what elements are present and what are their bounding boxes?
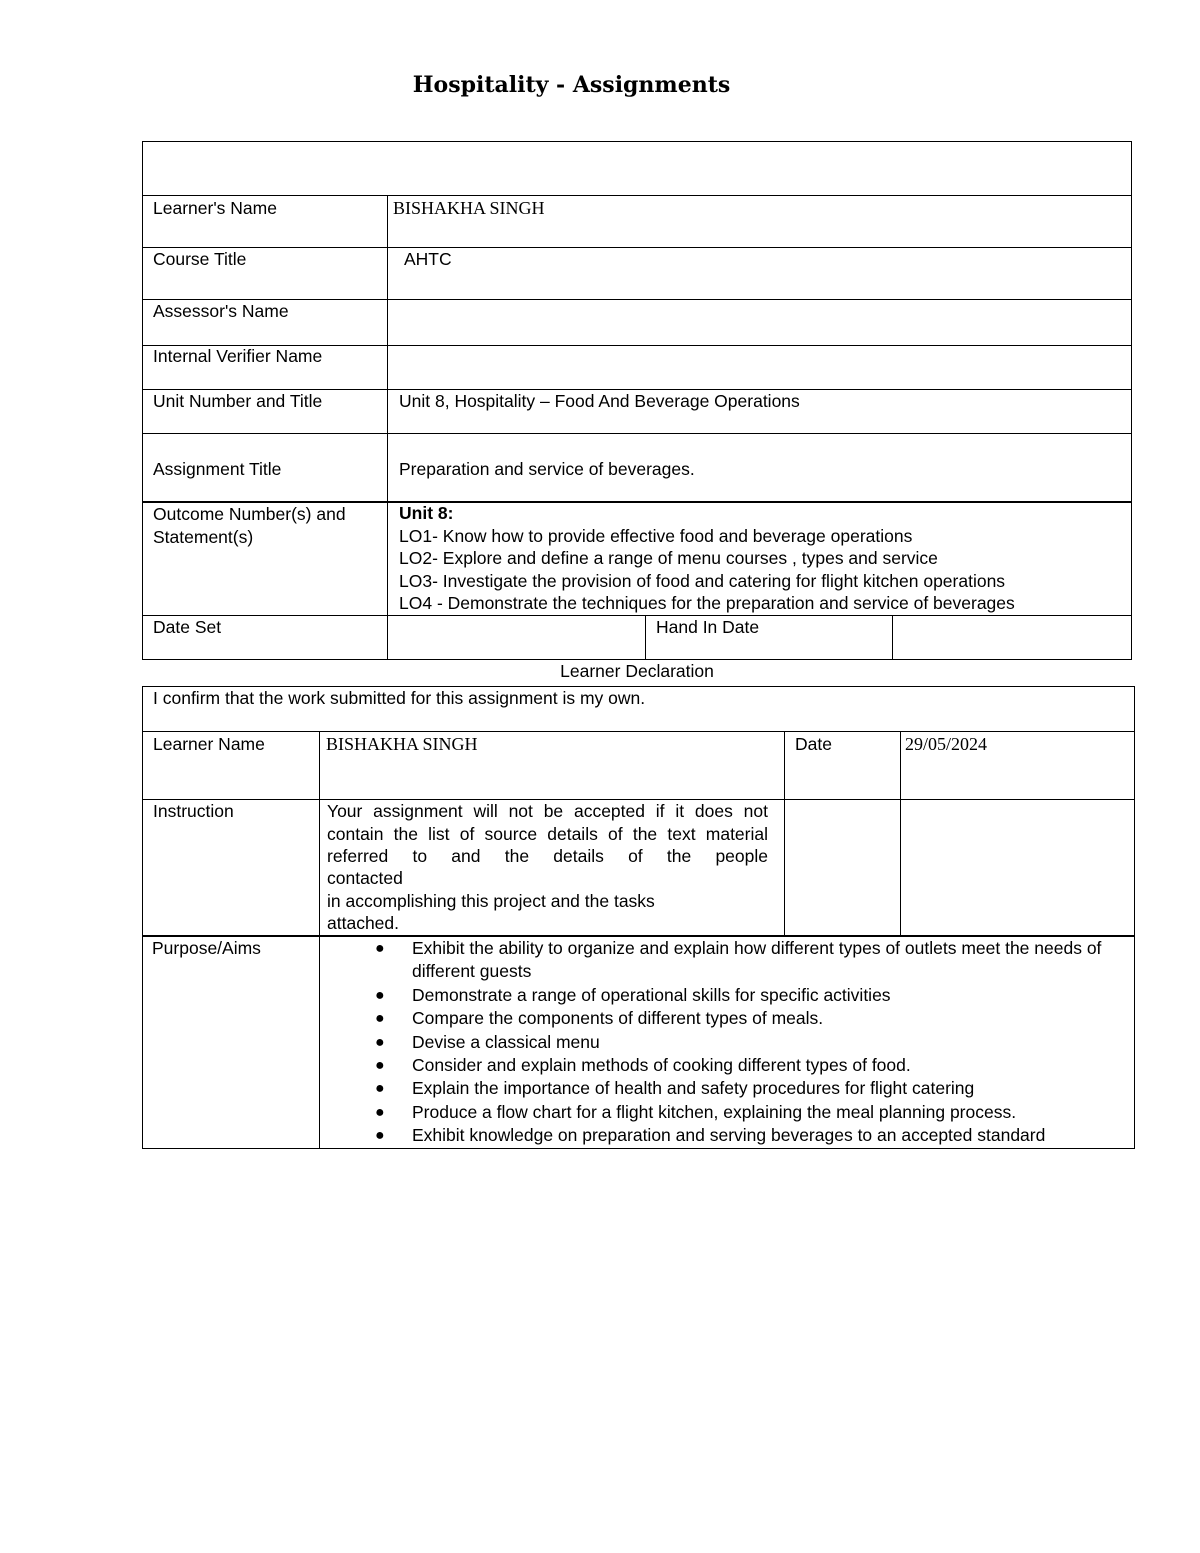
hand-in-date-label: Hand In Date [656, 617, 760, 637]
bullet-dot-icon: ● [375, 1080, 385, 1098]
learners-name-value: BISHAKHA SINGH [393, 198, 545, 218]
date-set-label: Date Set [153, 617, 222, 637]
list-item: ● Consider and explain methods of cooking different types of food. [320, 1054, 1135, 1077]
course-title-label: Course Title [153, 249, 247, 269]
bullet-dot-icon: ● [375, 1010, 385, 1028]
list-item: ● Compare the components of different types of meals. [320, 1007, 1135, 1030]
outcome-item: LO2- Explore and define a range of menu courses , types and service [399, 548, 938, 568]
instruction-line: attached. [327, 913, 399, 933]
aims-list [320, 937, 1135, 1148]
bullet-dot-icon: ● [375, 986, 385, 1004]
list-item: ● Exhibit the ability to organize and explain how different types of outlets meet the needs of different guests [375, 938, 1102, 982]
outcome-label-line1: Outcome Number(s) and [153, 504, 346, 524]
outcome-item: LO1- Know how to provide effective food and beverage operations [399, 525, 913, 546]
learner-name-label: Learner Name [153, 734, 265, 754]
outcome-item: LO4 - Demonstrate the techniques for the preparation and service of beverages [399, 593, 1015, 613]
outcome-label-line2: Statement(s) [153, 526, 254, 547]
purpose-aims-label: Purpose/Aims [152, 938, 261, 958]
list-item: ● Explain the importance of health and safety procedures for flight catering [320, 1077, 1135, 1100]
assessor-name-label: Assessor's Name [153, 301, 289, 321]
internal-verifier-label: Internal Verifier Name [153, 346, 323, 366]
outcome-item: LO3- Investigate the provision of food and catering for flight kitchen operations [399, 570, 1006, 591]
unit-label: Unit Number and Title [153, 391, 323, 411]
list-item: ● Produce a flow chart for a flight kitchen, explaining the meal planning process. [320, 1101, 1135, 1124]
learners-name-label: Learner's Name [153, 198, 277, 218]
instruction-line: contacted [327, 868, 403, 888]
course-title-value: AHTC [404, 249, 452, 269]
unit-value: Unit 8, Hospitality – Food And Beverage Operations [399, 391, 800, 411]
instruction-text: Your assignment will not be accepted if it does not contain the list of source details of the text material referred to and the details of the people [327, 801, 768, 866]
date-value: 29/05/2024 [905, 734, 988, 754]
bullet-dot-icon: ● [375, 1127, 385, 1145]
page-title: Hospitality - Assignments [412, 72, 731, 98]
list-item: ● Demonstrate a range of operational skills for specific activities [320, 984, 1135, 1007]
date-label: Date [795, 734, 832, 754]
declaration-statement: I confirm that the work submitted for this assignment is my own. [153, 688, 646, 708]
list-item: ● Devise a classical menu [320, 1031, 1135, 1054]
list-item: ● Exhibit knowledge on preparation and serving beverages to an accepted standard [320, 1124, 1135, 1147]
instruction-label: Instruction [153, 801, 234, 821]
bullet-dot-icon: ● [375, 1033, 385, 1051]
bullet-dot-icon: ● [375, 1057, 385, 1075]
outcomes-list [399, 502, 1015, 615]
outcome-label [153, 503, 346, 548]
learner-name-value: BISHAKHA SINGH [326, 734, 478, 754]
learner-declaration-heading: Learner Declaration [560, 661, 714, 681]
bullet-dot-icon: ● [375, 1103, 385, 1121]
outcome-unit-heading: Unit 8: [399, 503, 454, 523]
bullet-dot-icon: ● [375, 940, 385, 957]
assignment-title-label: Assignment Title [153, 459, 282, 479]
instruction-line: in accomplishing this project and the tasks [327, 891, 655, 911]
assignment-title-value: Preparation and service of beverages. [399, 459, 695, 479]
